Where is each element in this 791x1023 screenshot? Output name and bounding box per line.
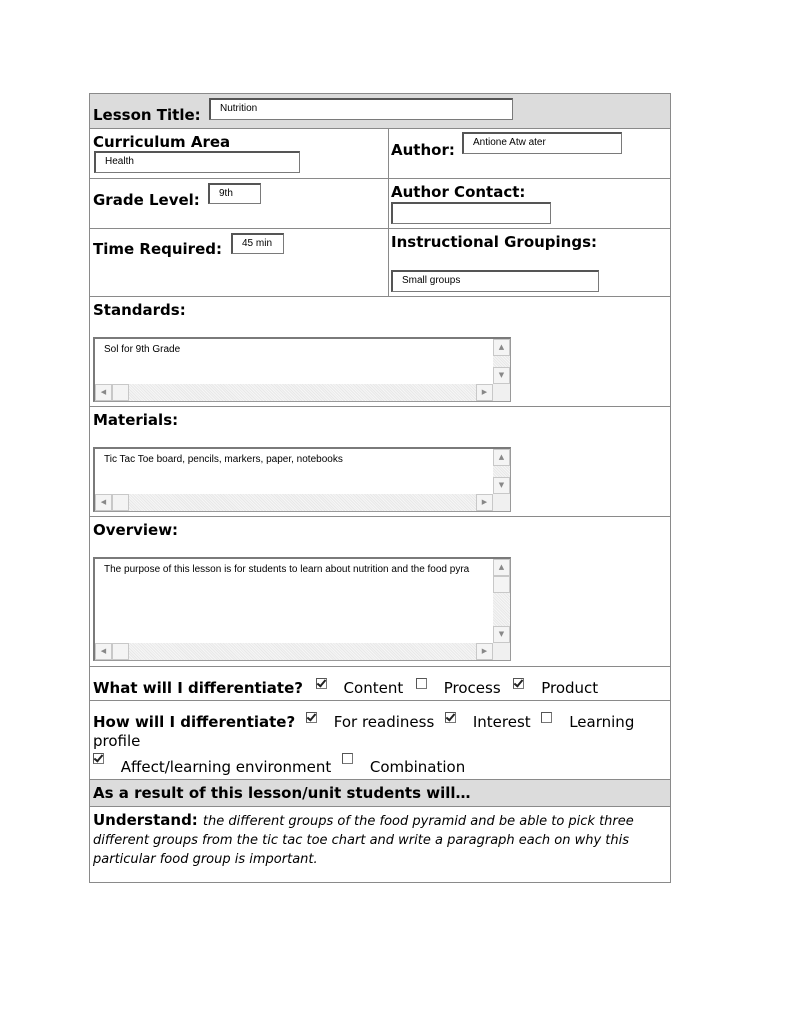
curriculum-area-label: Curriculum Area: [93, 133, 231, 151]
scroll-down-icon[interactable]: ▼: [493, 626, 510, 643]
overview-vscroll[interactable]: [493, 559, 510, 643]
author-label: Author:: [391, 141, 455, 159]
combination-checkbox[interactable]: [342, 753, 353, 764]
grade-level-label: Grade Level:: [93, 191, 200, 209]
grade-level-input[interactable]: 9th: [208, 183, 261, 204]
author-input[interactable]: Antione Atw ater: [462, 132, 622, 154]
scroll-down-icon[interactable]: ▼: [493, 367, 510, 384]
materials-text: Tic Tac Toe board, pencils, markers, paper, notebooks: [104, 454, 343, 465]
readiness-checkbox[interactable]: [306, 712, 317, 723]
materials-textarea[interactable]: [93, 447, 511, 512]
scroll-corner: [493, 384, 510, 401]
lesson-title-input[interactable]: Nutrition: [209, 98, 513, 120]
standards-vscroll[interactable]: [493, 339, 510, 384]
time-required-input[interactable]: 45 min: [231, 233, 284, 254]
scroll-up-icon[interactable]: ▲: [493, 559, 510, 576]
scroll-left-icon[interactable]: ◀: [95, 643, 112, 660]
understand-label: Understand:: [93, 811, 198, 829]
curriculum-author-row: [89, 128, 671, 178]
materials-row: [89, 406, 671, 516]
overview-row: [89, 516, 671, 666]
differentiate-what-row: [89, 666, 671, 700]
scroll-left-icon[interactable]: ◀: [95, 494, 112, 511]
standards-hscroll[interactable]: [95, 384, 493, 401]
profile-option-label: profile: [93, 732, 141, 750]
overview-textarea[interactable]: [93, 557, 511, 661]
overview-label: Overview:: [93, 521, 179, 539]
product-option-label: Product: [541, 679, 599, 697]
scroll-left-icon[interactable]: ◀: [95, 384, 112, 401]
differentiate-how-label: How will I differentiate?: [93, 713, 296, 731]
lesson-title-label: Lesson Title:: [93, 106, 201, 124]
scroll-up-icon[interactable]: ▲: [493, 339, 510, 356]
author-contact-input[interactable]: [391, 202, 551, 224]
scroll-right-icon[interactable]: ▶: [476, 494, 493, 511]
understand-text-line1: the different groups of the food pyramid and be able to pick three: [202, 814, 634, 829]
understand-text-line3: particular food group is important.: [93, 852, 318, 867]
lesson-plan-form: [89, 93, 671, 883]
scroll-corner: [493, 494, 510, 511]
interest-option-label: Interest: [472, 713, 531, 731]
interest-checkbox[interactable]: [445, 712, 456, 723]
content-checkbox[interactable]: [316, 678, 327, 689]
learning-profile-checkbox[interactable]: [541, 712, 552, 723]
materials-label: Materials:: [93, 411, 179, 429]
standards-label: Standards:: [93, 301, 186, 319]
scroll-thumb[interactable]: [493, 576, 510, 593]
process-checkbox[interactable]: [416, 678, 427, 689]
curriculum-area-input[interactable]: Health: [94, 151, 300, 173]
understand-row: [89, 806, 671, 883]
learning-option-label: Learning: [569, 713, 635, 731]
understand-text-line2: different groups from the tic tac toe chart and write a paragraph each on why this: [93, 833, 630, 848]
standards-row: [89, 296, 671, 406]
overview-text: The purpose of this lesson is for students to learn about nutrition and the food pyra: [104, 564, 470, 575]
scroll-thumb[interactable]: [112, 384, 129, 401]
standards-text: Sol for 9th Grade: [104, 344, 181, 355]
differentiate-what-label: What will I differentiate?: [93, 679, 303, 697]
scroll-down-icon[interactable]: ▼: [493, 477, 510, 494]
author-contact-label: Author Contact:: [391, 183, 526, 201]
lesson-title-row: [89, 93, 671, 128]
result-header: As a result of this lesson/unit students will…: [93, 784, 471, 802]
combination-option-label: Combination: [369, 758, 466, 776]
grade-contact-row: [89, 178, 671, 228]
time-required-label: Time Required:: [93, 240, 222, 258]
process-option-label: Process: [443, 679, 501, 697]
affect-option-label: Affect/learning environment: [120, 758, 332, 776]
content-option-label: Content: [343, 679, 404, 697]
instructional-groupings-input[interactable]: Small groups: [391, 270, 599, 292]
scroll-corner: [493, 643, 510, 660]
time-groupings-row: [89, 228, 671, 296]
readiness-option-label: For readiness: [333, 713, 435, 731]
scroll-thumb[interactable]: [112, 643, 129, 660]
scroll-up-icon[interactable]: ▲: [493, 449, 510, 466]
standards-textarea[interactable]: [93, 337, 511, 402]
instructional-groupings-label: Instructional Groupings:: [391, 233, 598, 251]
affect-environment-checkbox[interactable]: [93, 753, 104, 764]
differentiate-how-row: [89, 700, 671, 779]
scroll-thumb[interactable]: [112, 494, 129, 511]
scroll-right-icon[interactable]: ▶: [476, 384, 493, 401]
result-header-row: [89, 779, 671, 806]
materials-hscroll[interactable]: [95, 494, 493, 511]
overview-hscroll[interactable]: [95, 643, 493, 660]
scroll-right-icon[interactable]: ▶: [476, 643, 493, 660]
materials-vscroll[interactable]: [493, 449, 510, 494]
product-checkbox[interactable]: [513, 678, 524, 689]
